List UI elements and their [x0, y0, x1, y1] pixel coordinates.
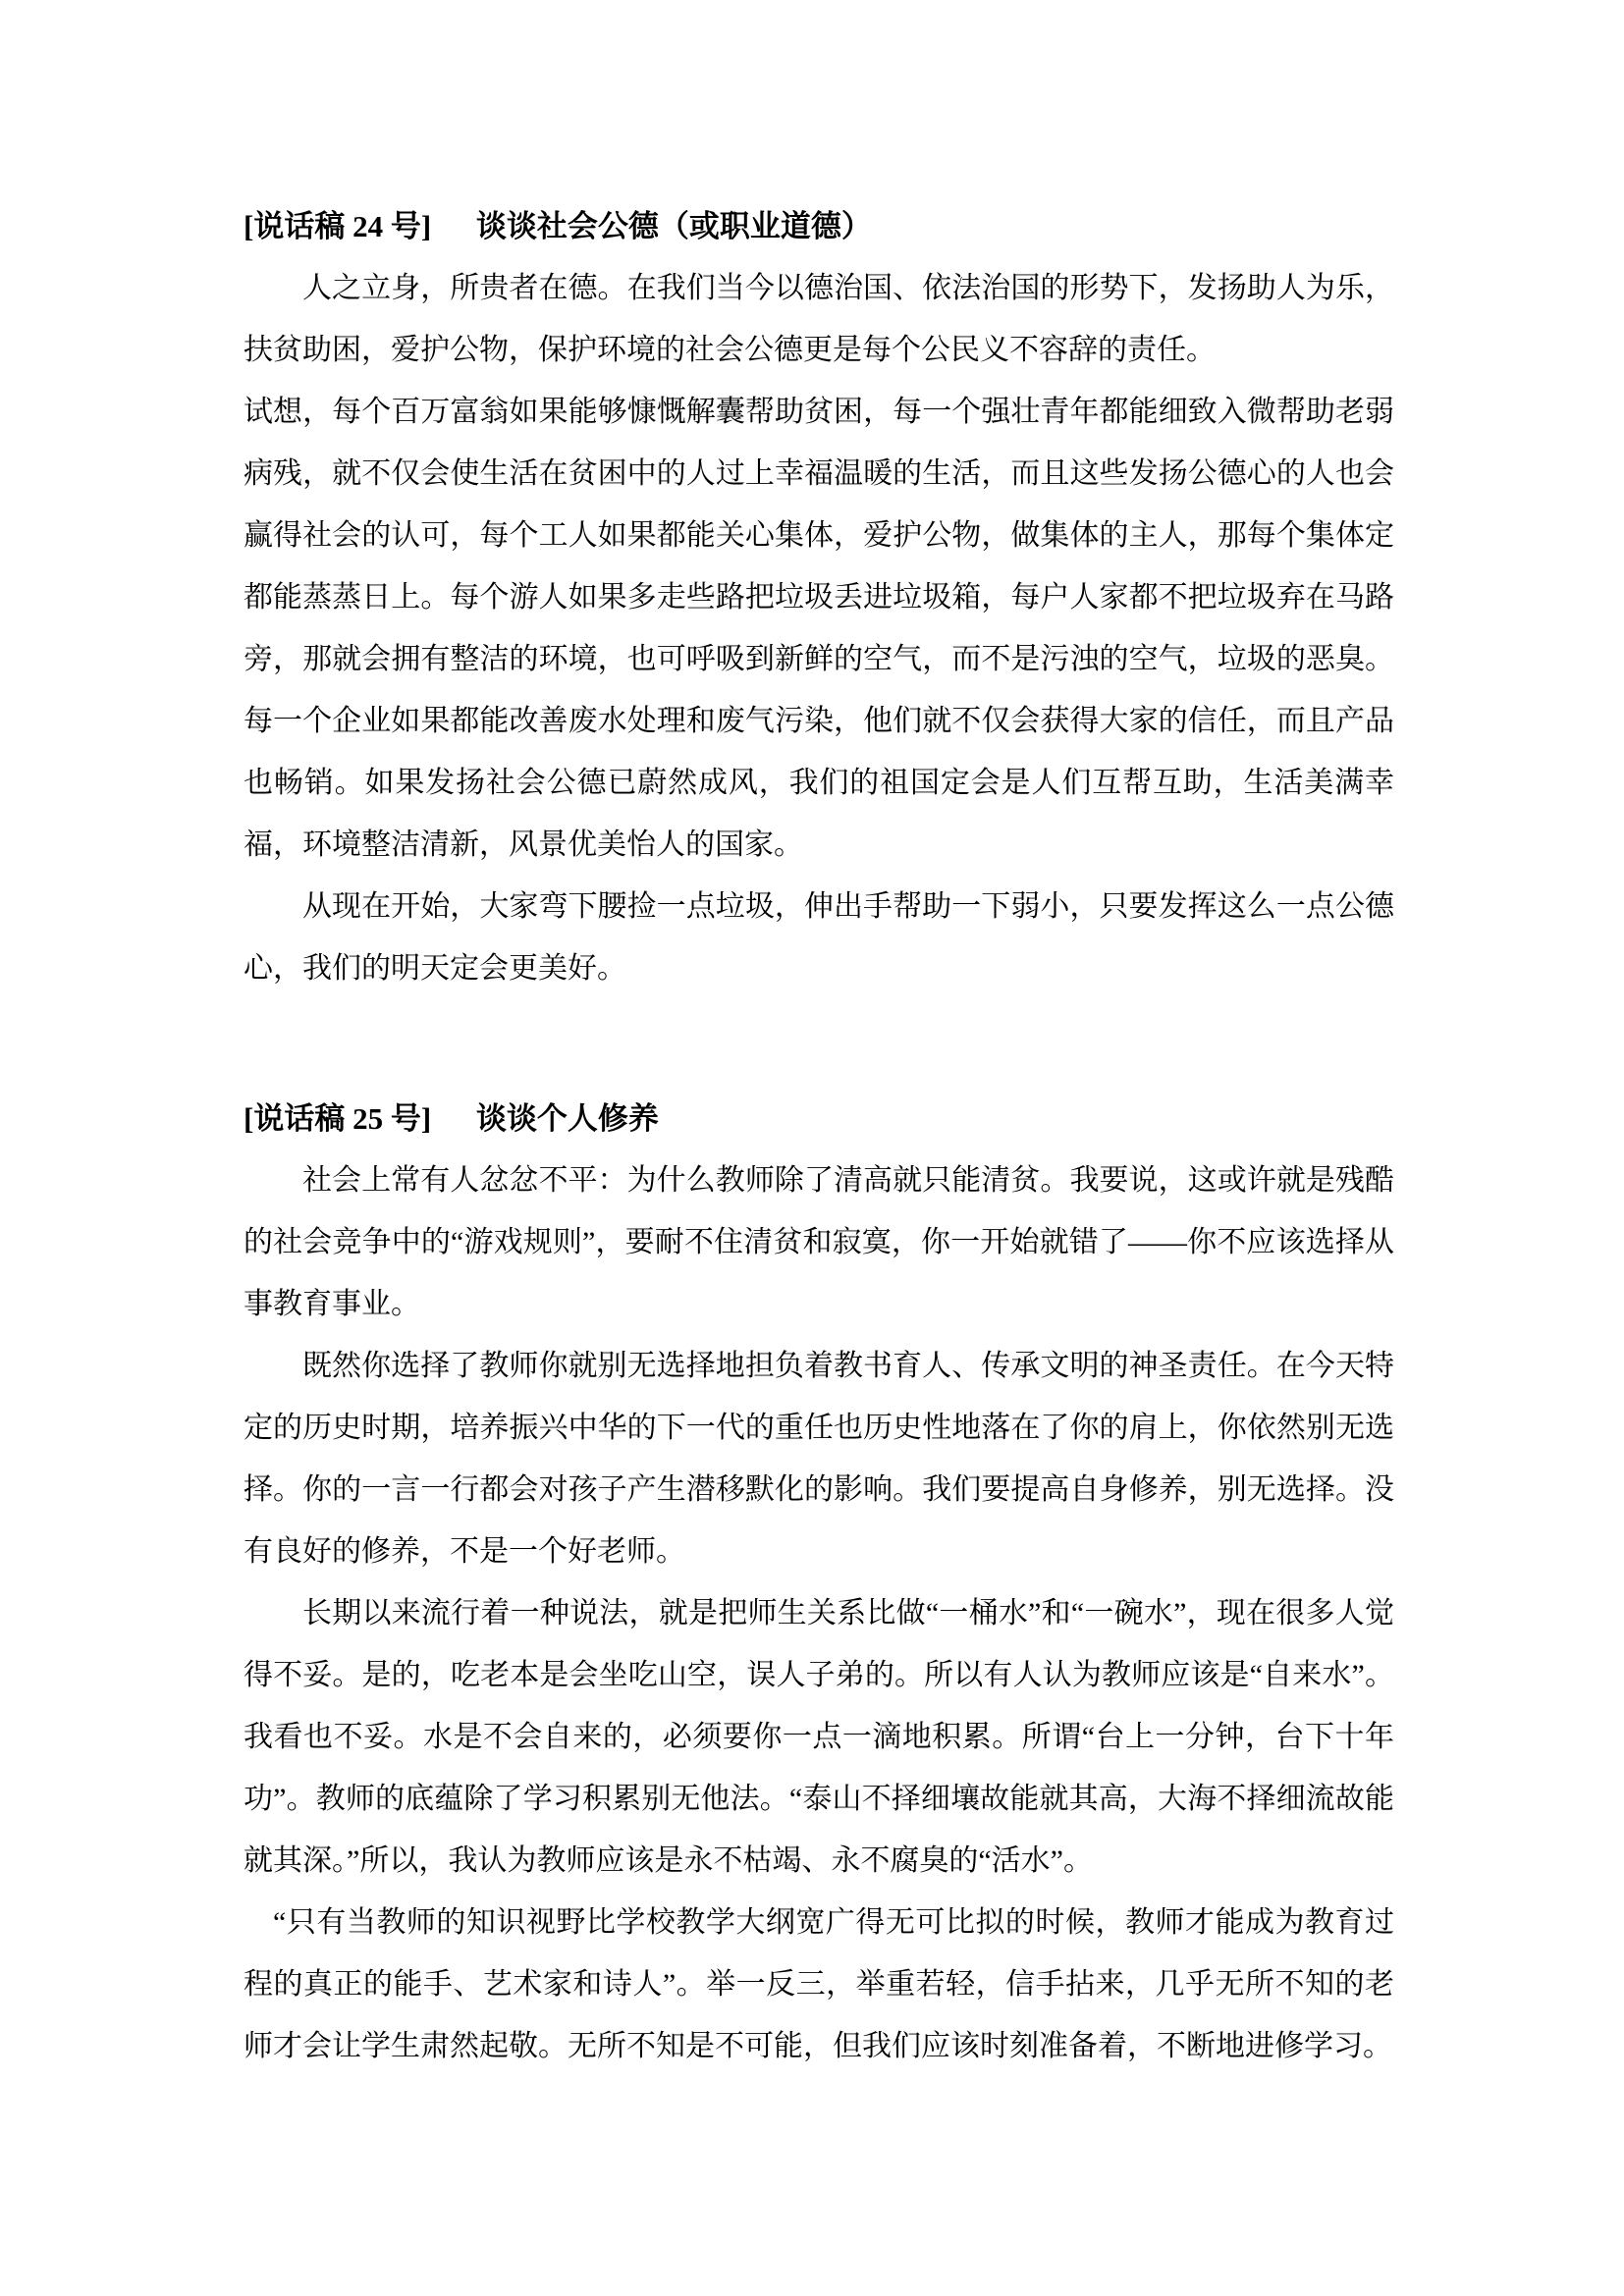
section-24-tag: [说话稿 24 号] — [244, 209, 432, 243]
section-25-tag: [说话稿 25 号] — [244, 1101, 432, 1136]
section-speech-24 — [244, 195, 1394, 999]
section-24-paragraph-3: 从现在开始，大家弯下腰捡一点垃圾，伸出手帮助一下弱小，只要发挥这么一点公德心，我们的明天定会更美好。 — [244, 890, 1394, 985]
section-24-paragraph-2: 试想，每个百万富翁如果能够慷慨解囊帮助贫困，每一个强壮青年都能细致入微帮助老弱病残，就不仅会使生活在贫困中的人过上幸福温暖的生活，而且这些发扬公德心的人也会赢得社会的认可，每个工人如果都能关心集体，爱护公物，做集体的主人，那每个集体定都能蒸蒸日上。每个游人如果多走些路把垃圾丢进垃圾箱，每户人家都不把垃圾弃在马路旁，那就会拥有整洁的环境，也可呼吸到新鲜的空气，而不是污浊的空气，垃圾的恶臭。每一个企业如果都能改善废水处理和废气污染，他们就不仅会获得大家的信任，而且产品也畅销。如果发扬社会公德已蔚然成风，我们的祖国定会是人们互帮互助，生活美满幸福，环境整洁清新，风景优美怡人的国家。 — [244, 396, 1394, 861]
section-speech-25 — [244, 1088, 1394, 2077]
section-24-heading — [244, 195, 1394, 257]
section-25-paragraph-1: 社会上常有人忿忿不平：为什么教师除了清高就只能清贫。我要说，这或许就是残酷的社会竞争中的“游戏规则”，要耐不住清贫和寂寞，你一开始就错了——你不应该选择从事教育事业。 — [244, 1164, 1394, 1320]
section-25-paragraph-3: 长期以来流行着一种说法，就是把师生关系比做“一桶水”和“一碗水”，现在很多人觉得不妥。是的，吃老本是会坐吃山空，误人子弟的。所以有人认为教师应该是“自来水”。我看也不妥。水是不会自来的，必须要你一点一滴地积累。所谓“台上一分钟，台下十年功”。教师的底蕴除了学习积累别无他法。“泰山不择细壤故能就其高，大海不择细流故能就其深。”所以，我认为教师应该是永不枯竭、永不腐臭的“活水”。 — [244, 1597, 1394, 1877]
document-content — [244, 195, 1394, 2077]
section-24-title: 谈谈社会公德（或职业道德） — [475, 209, 872, 243]
section-24-paragraph-1: 人之立身，所贵者在德。在我们当今以德治国、依法治国的形势下，发扬助人为乐，扶贫助困，爱护公物，保护环境的社会公德更是每个公民义不容辞的责任。 — [244, 272, 1394, 366]
section-25-paragraph-4: “只有当教师的知识视野比学校教学大纲宽广得无可比拟的时候，教师才能成为教育过程的真正的能手、艺术家和诗人”。举一反三，举重若轻，信手拈来，几乎无所不知的老师才会让学生肃然起敬。无所不知是不可能，但我们应该时刻准备着，不断地进修学习。 — [244, 1906, 1394, 2062]
section-25-paragraph-2: 既然你选择了教师你就别无选择地担负着教书育人、传承文明的神圣责任。在今天特定的历史时期，培养振兴中华的下一代的重任也历史性地落在了你的肩上，你依然别无选择。你的一言一行都会对孩子产生潜移默化的影响。我们要提高自身修养，别无选择。没有良好的修养，不是一个好老师。 — [244, 1350, 1394, 1568]
section-25-heading — [244, 1088, 1394, 1149]
section-25-title: 谈谈个人修养 — [475, 1101, 659, 1136]
